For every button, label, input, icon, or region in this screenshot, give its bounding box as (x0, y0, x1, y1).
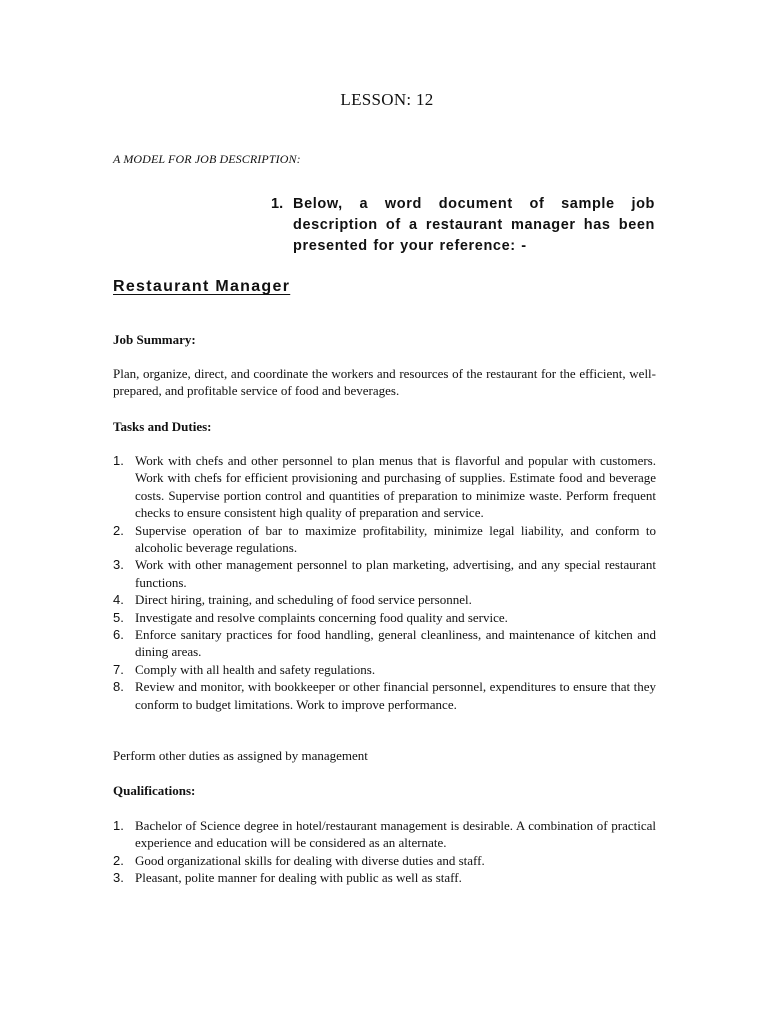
list-item (113, 609, 656, 626)
tasks-list-container (113, 452, 656, 713)
list-item (113, 626, 656, 661)
list-item (113, 661, 656, 678)
list-item-text: Good organizational skills for dealing with diverse duties and staff. (135, 852, 485, 868)
list-item-number: 1. (113, 818, 124, 833)
job-summary-heading (113, 331, 656, 348)
list-item-text: Work with chefs and other personnel to plan menus that is flavorful and popular with customers. Work with chefs for efficient provisioning and purchasing of supplies. Estimate food and beverage costs. Supervise portion control and quantities of preparation to minimize waste. Perform frequent checks to ensure consistent high quality of preparation and service. (135, 453, 656, 521)
list-item-text: Investigate and resolve complaints concerning food quality and service. (135, 609, 508, 625)
tasks-list (113, 452, 656, 713)
list-item (113, 678, 656, 713)
list-item-text: Comply with all health and safety regulations. (135, 661, 376, 677)
qualifications-list (113, 817, 656, 887)
list-item-number: 1. (113, 453, 124, 468)
list-item (113, 869, 656, 886)
list-item (113, 556, 656, 591)
list-item-number: 4. (113, 592, 124, 608)
list-item-text: Pleasant, polite manner for dealing with public as well as staff. (135, 870, 462, 886)
list-item-text: Work with other management personnel to plan marketing, advertising, and any special restaurant functions. (135, 557, 656, 590)
list-item-number: 7. (113, 661, 124, 677)
other-duties: Perform other duties as assigned by management (113, 748, 368, 763)
intro-item (271, 194, 655, 257)
list-item-text: Enforce sanitary practices for food handling, general cleanliness, and maintenance of kitchen and dining areas. (135, 627, 656, 660)
lesson-heading: LESSON: 12 (340, 90, 434, 109)
list-item (113, 852, 656, 869)
list-item-text: Bachelor of Science degree in hotel/restaurant management is desirable. A combination of practical experience and education will be considered as an alternate. (135, 818, 656, 851)
tasks-heading (113, 418, 656, 435)
model-heading: A MODEL FOR JOB DESCRIPTION: (113, 152, 301, 166)
job-summary-text: Plan, organize, direct, and coordinate the workers and resources of the restaurant for the efficient, well-prepared, and profitable service of food and beverages. (113, 366, 656, 399)
list-item-number: 8. (113, 679, 124, 695)
list-item (113, 591, 656, 608)
job-summary-heading-text: Job Summary: (113, 332, 196, 347)
list-item (113, 452, 656, 522)
list-item (113, 817, 656, 852)
list-item-number: 2. (113, 522, 124, 538)
intro-text: Below, a word document of sample job description of a restaurant manager has been presented for your reference: - (293, 196, 655, 254)
list-item-number: 3. (113, 557, 124, 573)
document-title: Restaurant Manager (113, 278, 291, 295)
qualifications-heading (113, 782, 656, 799)
qualifications-heading-text: Qualifications: (113, 783, 196, 798)
tasks-heading-text: Tasks and Duties: (113, 419, 212, 434)
list-item-number: 5. (113, 609, 124, 625)
intro-number: 1. (271, 196, 284, 212)
list-item-text: Supervise operation of bar to maximize profitability, minimize legal liability, and conform to alcoholic beverage regulations. (135, 522, 656, 556)
qualifications-list-container (113, 817, 656, 887)
list-item-number: 6. (113, 627, 124, 643)
list-item-text: Direct hiring, training, and scheduling of food service personnel. (135, 592, 472, 608)
list-item-number: 3. (113, 870, 124, 886)
list-item (113, 522, 656, 557)
list-item-text: Review and monitor, with bookkeeper or other financial personnel, expenditures to ensure that they conform to budget limitations. Work to improve performance. (135, 679, 656, 712)
list-item-number: 2. (113, 852, 124, 868)
